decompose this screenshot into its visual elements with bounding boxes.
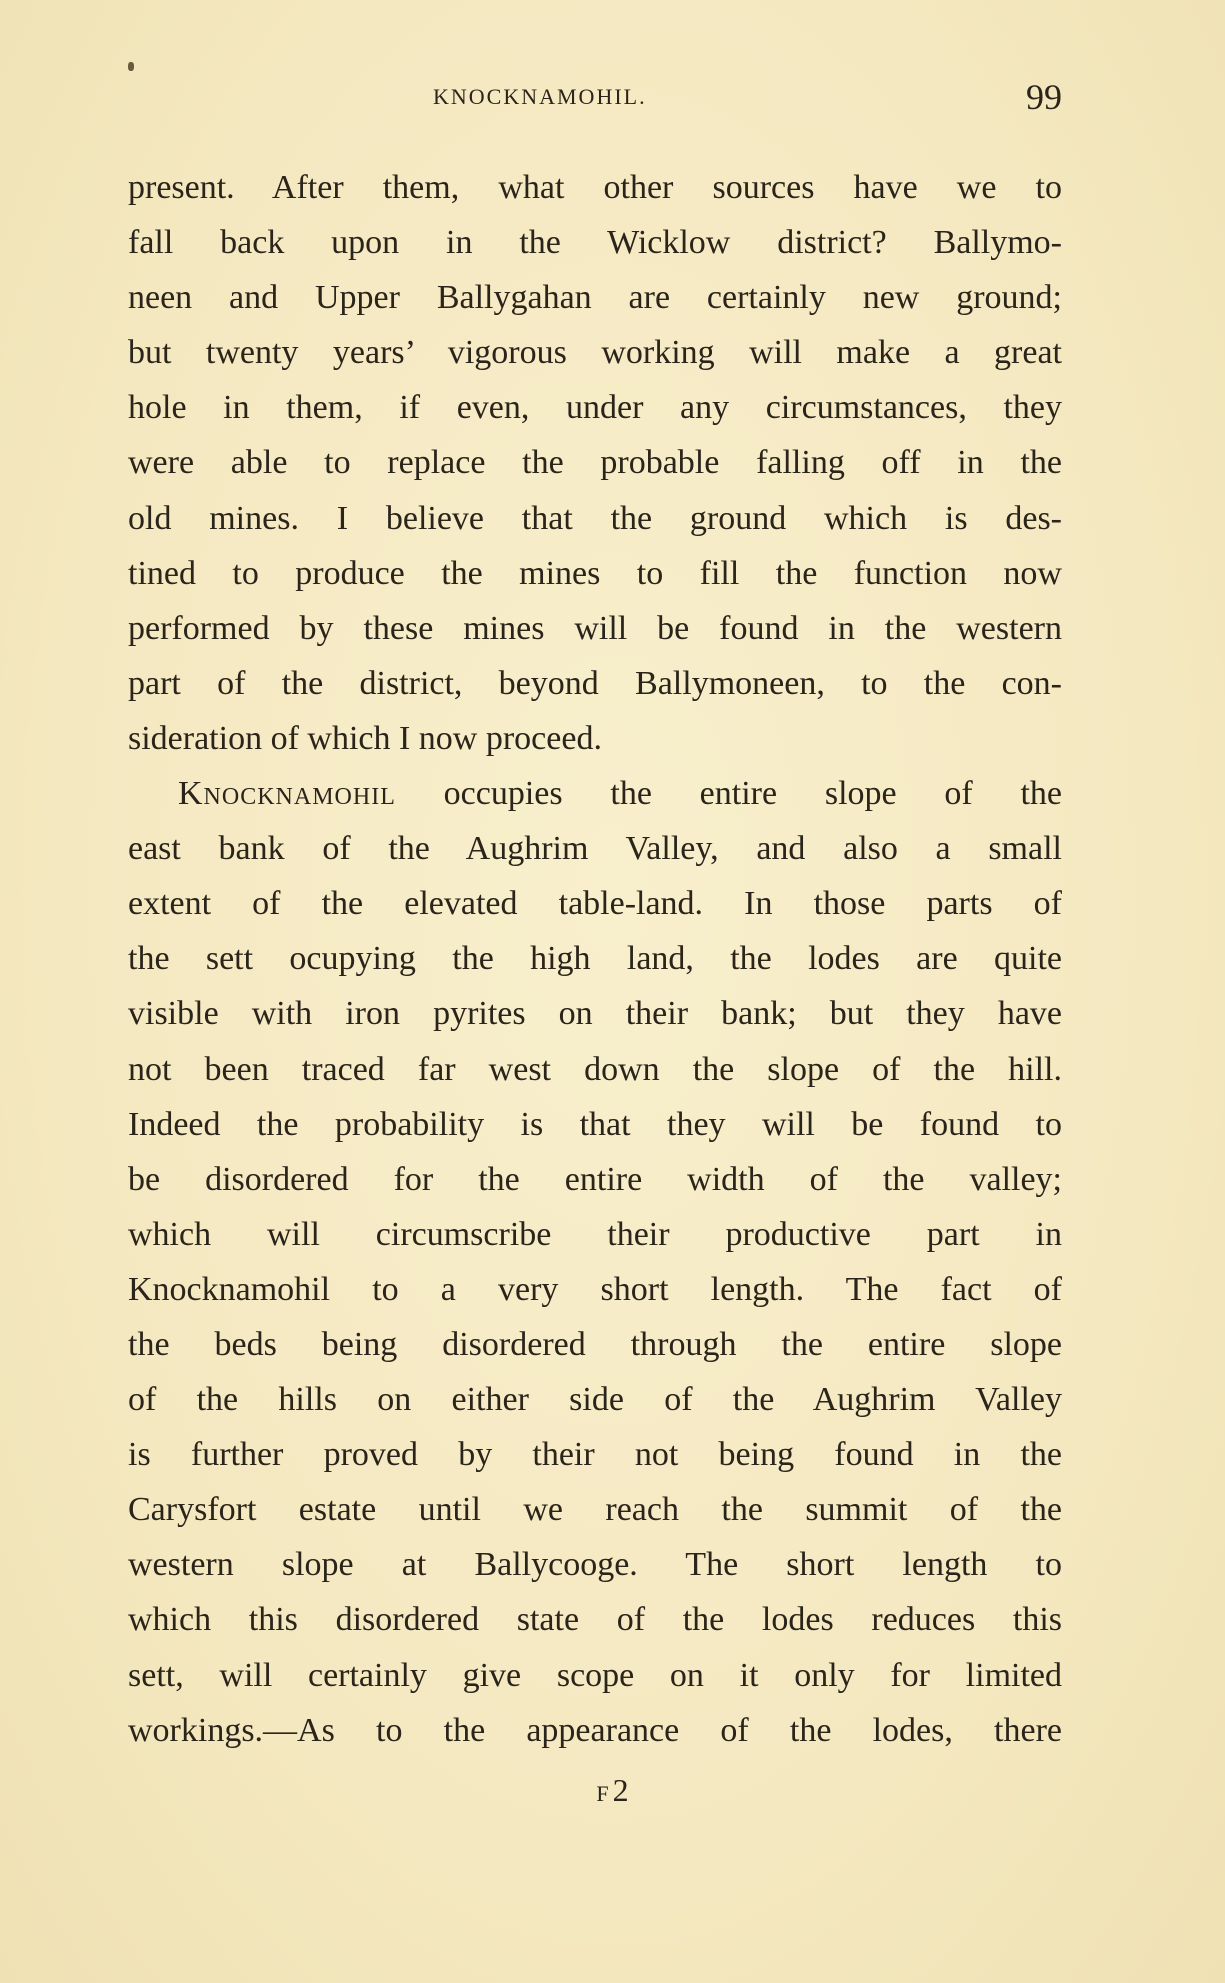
text-line: visible with iron pyrites on their bank; but they have [128,995,1062,1033]
text-line: the beds being disordered through the entire slope [128,1325,1062,1363]
text-line: but twenty years’ vigorous working will make a great [128,334,1062,372]
ink-speck [128,62,134,71]
paragraph-opening-line [128,766,1062,821]
text-line: old mines. I believe that the ground which is des- [128,499,1062,537]
paragraph-lead-smallcaps: Knocknamohil [178,775,396,813]
text-line: Knocknamohil to a very short length. The fact of [128,1270,1062,1308]
text-line: which will circumscribe their productive part in [128,1215,1062,1253]
text-line: of the hills on either side of the Aughrim Valley [128,1381,1062,1419]
signature-number: 2 [612,1772,629,1808]
text-line: neen and Upper Ballygahan are certainly new ground; [128,279,1062,317]
text-line: performed by these mines will be found in the western [128,609,1062,647]
signature-mark [0,1772,1225,1809]
text-line: workings.—As to the appearance of the lodes, there [128,1711,1062,1749]
paragraph-opening-rest: occupies the entire slope of the [443,775,1062,813]
text-line: which this disordered state of the lodes reduces this [128,1601,1062,1639]
text-line: be disordered for the entire width of the valley; [128,1160,1062,1198]
running-head [128,76,1062,126]
text-line: western slope at Ballycooge. The short length to [128,1546,1062,1584]
running-title: KNOCKNAMOHIL. [433,84,647,109]
text-line: tined to produce the mines to fill the function now [128,554,1062,592]
text-line: sett, will certainly give scope on it only for limited [128,1656,1062,1694]
text-line: the sett ocupying the high land, the lodes are quite [128,940,1062,978]
text-line-paragraph-end: sideration of which I now proceed. [128,719,602,757]
text-line: hole in them, if even, under any circumstances, they [128,389,1062,427]
text-line: fall back upon in the Wicklow district? Ballymo- [128,224,1062,262]
text-line: not been traced far west down the slope of the hill. [128,1050,1062,1088]
text-line: extent of the elevated table-land. In those parts of [128,885,1062,923]
text-line: Indeed the probability is that they will be found to [128,1105,1062,1143]
text-line: present. After them, what other sources have we to [128,169,1062,206]
text-line: east bank of the Aughrim Valley, and also a small [128,830,1062,868]
text-line: were able to replace the probable falling off in the [128,444,1062,482]
body-text [128,160,1062,1758]
page-number: 99 [1026,77,1062,117]
text-line: Carysfort estate until we reach the summit of the [128,1491,1062,1529]
text-line: part of the district, beyond Ballymoneen, to the con- [128,664,1062,702]
text-line: is further proved by their not being found in the [128,1436,1062,1474]
signature-letter: F [596,1781,609,1806]
